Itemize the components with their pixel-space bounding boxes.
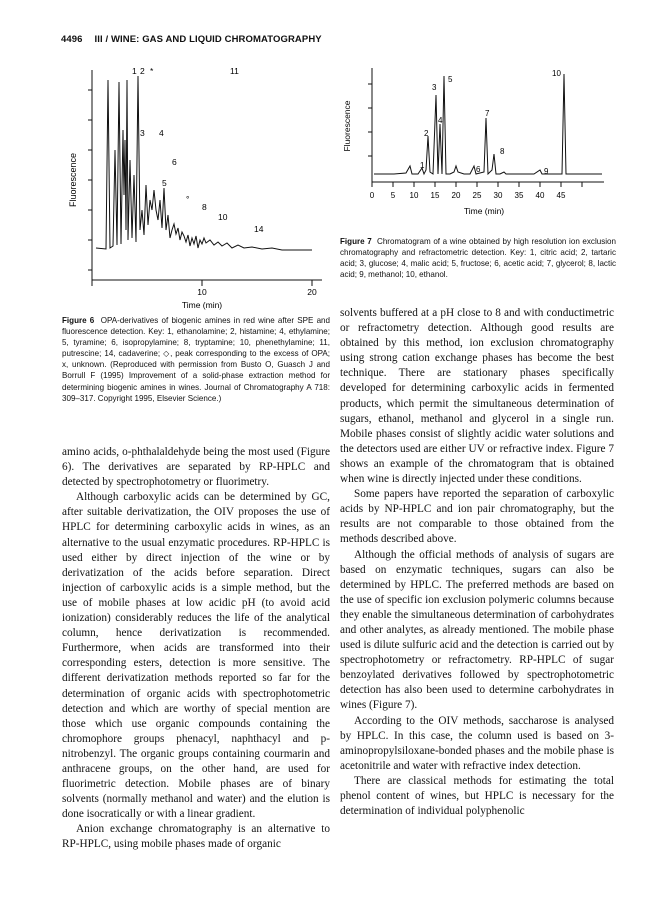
- fig6-peak-4: 4: [159, 128, 164, 138]
- fig7-xtick: 5: [390, 191, 396, 200]
- fig6-peak-circle: °: [186, 194, 190, 204]
- paragraph: amino acids, o-phthalaldehyde being the most used (Figure 6). The derivatives are separated by RP-HPLC and detected by spectrophotometry or fluorimetry.: [62, 446, 330, 489]
- paragraph: There are classical methods for estimating the total phenol content of wines, but HPLC is necessary for the determination of individual polyphenolic: [340, 774, 614, 818]
- fig6-xlabel: Time (min): [181, 300, 223, 310]
- fig7-xtick: 15: [430, 191, 440, 200]
- fig7-peak-7: 7: [485, 109, 490, 118]
- fig7-xtick: 30: [493, 191, 503, 200]
- fig6-peak-8: 8: [202, 202, 207, 212]
- left-column: [62, 445, 330, 853]
- fig6-xtick-20: 20: [307, 287, 317, 297]
- fig7-ylabel: Fluorescence: [342, 100, 352, 152]
- figure-6-caption: [62, 315, 330, 404]
- fig7-peak-1: 1: [420, 161, 425, 170]
- fig7-xtick: 10: [409, 191, 419, 200]
- page-number: 4496: [61, 34, 83, 45]
- fig7-xtick: 40: [535, 191, 545, 200]
- running-header: [61, 34, 322, 45]
- paragraph: According to the OIV methods, saccharose is analysed by HPLC. In this case, the column used is based on 3-aminopropylsiloxane-bonded phases and the mobile phase is acetonitrile and water with refractive index detection.: [340, 714, 614, 772]
- figure-6-caption-title: Figure 6: [62, 316, 95, 325]
- fig7-peak-2: 2: [424, 129, 429, 138]
- fig7-peak-8: 8: [500, 147, 505, 156]
- fig7-xtick: 45: [556, 191, 566, 200]
- fig6-peak-14: 14: [254, 224, 264, 234]
- fig6-peak-10: 10: [218, 212, 228, 222]
- fig6-peak-5: 5: [162, 178, 167, 188]
- fig7-xlabel: Time (min): [463, 206, 505, 216]
- fig6-peak-6: 6: [172, 157, 177, 167]
- fig6-peak-1: 1: [132, 66, 137, 76]
- fig7-xtick: 25: [472, 191, 482, 200]
- fig7-xtick: 35: [514, 191, 524, 200]
- fig7-peak-3: 3: [432, 83, 437, 92]
- fig7-peak-10: 10: [552, 69, 561, 78]
- figure-6-chromatogram: [62, 60, 332, 312]
- fig7-peak-9: 9: [544, 167, 549, 176]
- fig6-peak-11: 11: [230, 66, 239, 76]
- fig7-peak-5: 5: [448, 75, 453, 84]
- paragraph: solvents buffered at a pH close to 8 and with conductimetric or refractometry detection. Although good results are obtained by this method, ion exclusion chromatography using strong cation exchange phases has become the best technique. There are stationary phases specifically developed for determining carboxylic acids in fermented products, which permit the simultaneous determination of sugars, ethanol, methanol and glycerol in a single run. Mobile phases consist of slightly acidic water solutions and the detectors used are either UV or refractive index. Figure 7 shows an example of the chromatogram that is obtained when wine is directly injected under these conditions.: [340, 307, 614, 486]
- fig6-peak-2: 2: [140, 66, 145, 76]
- fig6-peak-star: *: [150, 66, 154, 76]
- paragraph: Some papers have reported the separation of carboxylic acids by NP-HPLC and ion pair chromatography, but the results are not comparable to those obtained from the methods described above.: [340, 488, 614, 546]
- fig7-xtick: 0: [369, 191, 375, 200]
- figure-7-caption: [340, 236, 616, 280]
- paragraph: Anion exchange chromatography is an alternative to RP-HPLC, using mobile phases made of organic: [62, 823, 330, 851]
- fig7-xticks: [370, 191, 566, 200]
- figure-7-caption-title: Figure 7: [340, 237, 372, 246]
- running-title: III / WINE: GAS AND LIQUID CHROMATOGRAPHY: [94, 34, 322, 45]
- fig6-ylabel: Fluorescence: [68, 152, 78, 208]
- fig7-peak-4: 4: [438, 116, 443, 125]
- paragraph: Although the official methods of analysis of sugars are based on enzymatic techniques, sugars can also be determined by HPLC. The preferred methods are based on the use of specific ion exclusion polymeric columns because they enable the simultaneous determination of carbohydrates and other analytes, as already mentioned. The mobile phase used is dilute sulfuric acid and the detection is carried out by spectrophotometry or refractometry. RP-HPLC of sugar benzoylated derivatives followed by spectrophotometric detection has also been used to determine carbohydrates in wines (Figure 7).: [340, 548, 614, 712]
- fig6-xtick-10: 10: [197, 287, 207, 297]
- fig7-xtick: 20: [451, 191, 461, 200]
- figure-7-caption-text: Chromatogram of a wine obtained by high resolution ion exclusion chromatography and refractometric detection. Key: 1, citric acid; 2, tartaric acid; 3, glucose; 4, malic acid; 5, fructose; 6, acetic acid; 7, glycerol; 8, lactic acid; 9, methanol; 10, ethanol.: [340, 237, 616, 280]
- paragraph: Although carboxylic acids can be determined by GC, after suitable derivatization, the OIV proposes the use of HPLC for determining carboxylic acids in wines, as an alternative to the usual enzymatic procedures. RP-HPLC is used either by direct injection of the wine or by derivatization of the acids before separation. Direct injection of carboxylic acids is a simple method, but the use of mobile phases at low acidic pH (to avoid acid ionization) considerably reduces the life of the analytical column, hence derivatization is recommended. Furthermore, when acids are transformed into their corresponding esters, detection is more sensitive. The different derivatization methods reported so far for the determination of organic acids with spectrophotometric detection and which are worthy of special mention are those which use organic compounds containing the chromophore groups phenacyl, naphthacyl and p-nitrobenzyl. The organic groups containing courmarin and anthracene groups, on the other hand, are used for fluorimetric detection. Mobile phases are of binary solvents (normally methanol and water) and the elution is done isocratically or with a linear gradient.: [62, 491, 330, 821]
- fig7-peak-6: 6: [476, 165, 481, 174]
- right-column: [340, 306, 614, 819]
- fig6-peak-3: 3: [140, 128, 145, 138]
- figure-6-caption-text: OPA-derivatives of biogenic amines in red wine after SPE and fluorescence detection. Key: 1, ethanolamine; 2, histamine; 4, ethylamine; 5, tyramine; 6, isopropylamine; 8, tryptamine; 10, phenethylamine; 11, putrescine; 14, cadaverine; ◇, peak corresponding to the excess of OPA; x, unknown. (Reproduced with permission from Busto O, Guasch J and Borrull F (1995) Improvement of a solid-phase extraction method for determining biogenic amines in wines. Journal of Chromatography A 718: 309–317. Copyright 1995, Elsevier Science.): [62, 316, 330, 403]
- figure-7-chromatogram: [334, 62, 614, 232]
